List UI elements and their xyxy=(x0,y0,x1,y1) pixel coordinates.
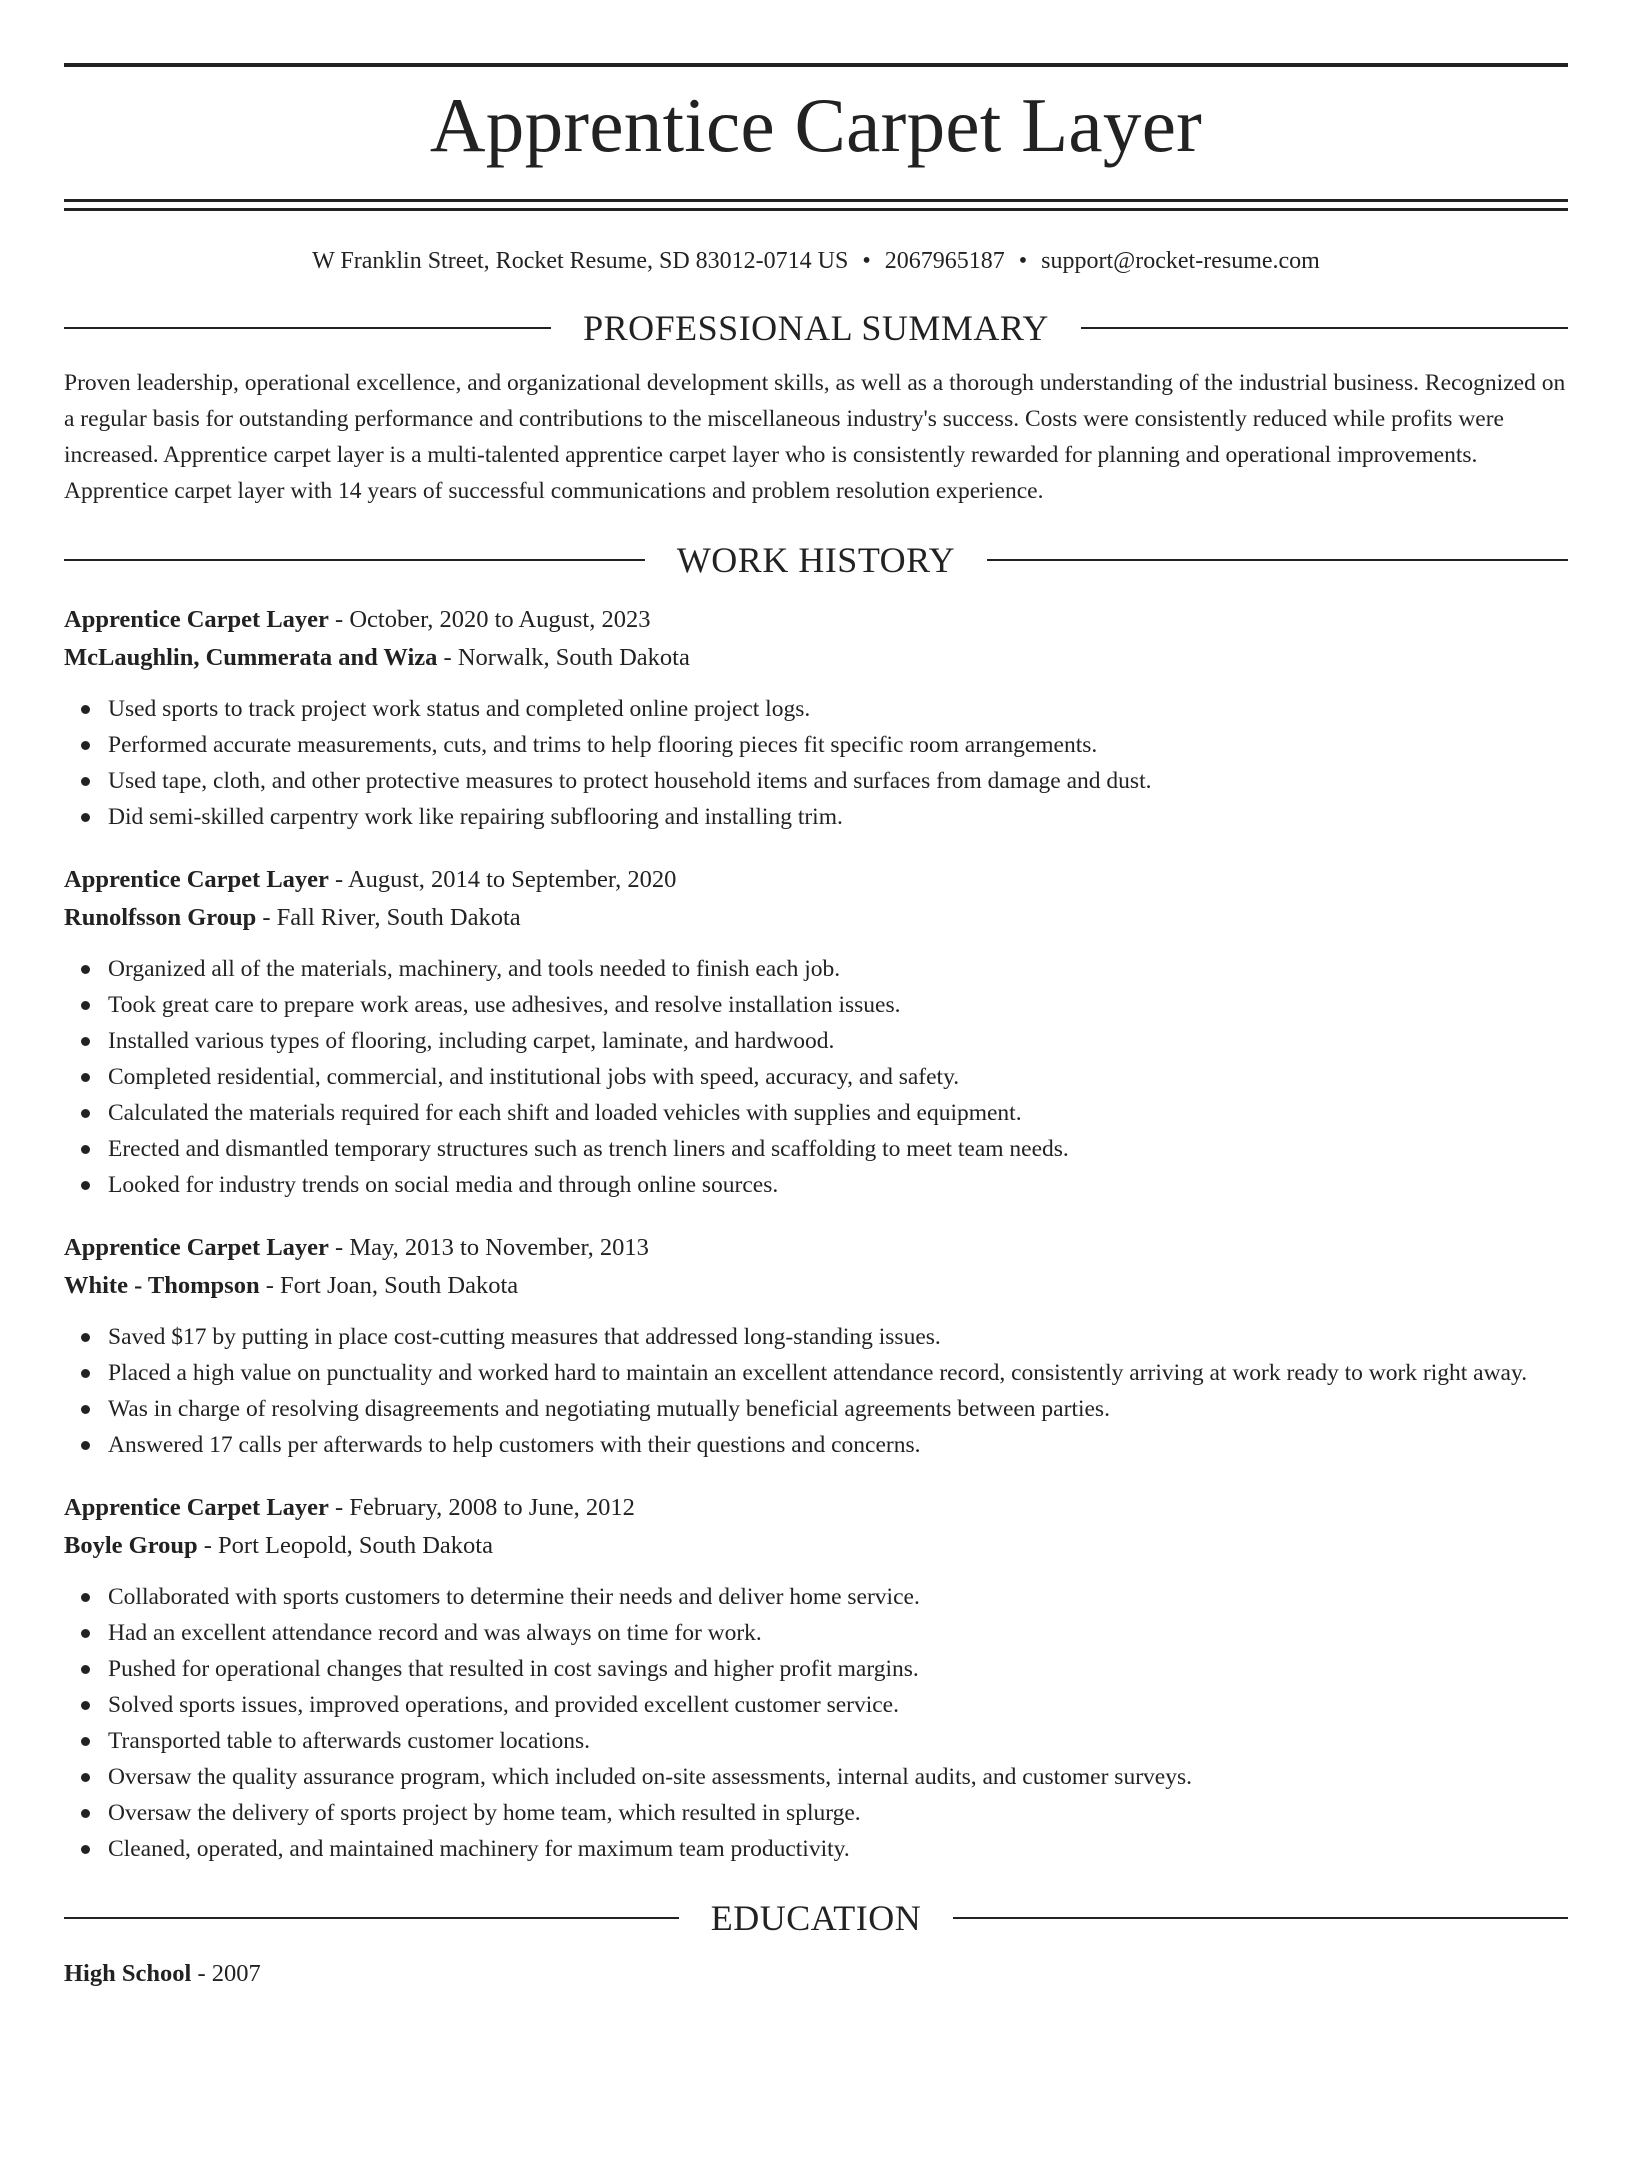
work-history-heading-label: WORK HISTORY xyxy=(676,540,956,580)
bullet-dot-icon xyxy=(81,1145,90,1154)
bullet-dot-icon xyxy=(81,1109,90,1118)
bullet-dot-icon xyxy=(81,1369,90,1378)
top-rule xyxy=(64,63,1568,67)
bullet-dot-icon xyxy=(81,1037,90,1046)
job-company-line xyxy=(64,1527,1568,1565)
work-history-heading xyxy=(64,537,1568,583)
job-bullet-list xyxy=(64,691,1568,835)
job-title-line xyxy=(64,861,1568,899)
bullet-text: Pushed for operational changes that resulted in cost savings and higher profit margins. xyxy=(108,1656,919,1682)
bullet-dot-icon xyxy=(81,1073,90,1082)
job-title: Apprentice Carpet Layer xyxy=(64,1494,329,1521)
education-entry xyxy=(64,1955,1568,1993)
summary-heading-label: PROFESSIONAL SUMMARY xyxy=(583,308,1049,348)
list-item xyxy=(64,1355,1568,1391)
bullet-text: Collaborated with sports customers to determine their needs and deliver home service. xyxy=(108,1584,920,1610)
bullet-text: Answered 17 calls per afterwards to help customers with their questions and concerns. xyxy=(108,1432,921,1458)
job-dates: - February, 2008 to June, 2012 xyxy=(328,1494,635,1521)
summary-text: Proven leadership, operational excellence, and organizational development skills, as well as a thorough understanding of the industrial business. Recognized on a regular basis for outstanding performance and contributions to the miscellaneous industry's success. Costs were consistently reduced while profits were increased. Apprentice carpet layer is a multi-talented apprentice carpet layer who is consistently rewarded for planning and operational improvements. Apprentice carpet layer with 14 years of successful communications and problem resolution experience. xyxy=(64,370,1566,504)
job-title: Apprentice Carpet Layer xyxy=(64,606,329,633)
bullet-dot-icon xyxy=(81,813,90,822)
bullet-text: Used tape, cloth, and other protective measures to protect household items and surfaces from damage and dust. xyxy=(108,768,1152,794)
education-degree: High School xyxy=(64,1960,192,1987)
bullet-text: Solved sports issues, improved operations, and provided excellent customer service. xyxy=(108,1692,899,1718)
bullet-text: Erected and dismantled temporary structures such as trench liners and scaffolding to meet team needs. xyxy=(108,1136,1069,1162)
job-company-line xyxy=(64,1267,1568,1305)
bullet-dot-icon xyxy=(81,741,90,750)
bullet-text: Took great care to prepare work areas, use adhesives, and resolve installation issues. xyxy=(108,992,901,1018)
resume-page xyxy=(0,63,1632,2175)
heading-rule-left xyxy=(64,559,645,561)
job-bullet-list xyxy=(64,1319,1568,1463)
contact-email: support@rocket-resume.com xyxy=(1041,248,1320,274)
heading-rule-right xyxy=(987,559,1568,561)
contact-line xyxy=(64,245,1568,277)
job-dates: - May, 2013 to November, 2013 xyxy=(328,1234,649,1261)
bullet-dot-icon xyxy=(81,1181,90,1190)
list-item xyxy=(64,1059,1568,1095)
job-company-line xyxy=(64,899,1568,937)
list-item xyxy=(64,691,1568,727)
education-heading xyxy=(64,1895,1568,1941)
list-item xyxy=(64,1615,1568,1651)
job-title: Apprentice Carpet Layer xyxy=(64,1234,329,1261)
bullet-dot-icon xyxy=(81,1333,90,1342)
list-item xyxy=(64,1723,1568,1759)
heading-rule-left xyxy=(64,327,551,329)
job-title-line xyxy=(64,1489,1568,1527)
bullet-text: Placed a high value on punctuality and worked hard to maintain an excellent attendance record, consistently arriving at work ready to work right away. xyxy=(108,1360,1528,1386)
bullet-text: Oversaw the quality assurance program, which included on-site assessments, internal audits, and customer surveys. xyxy=(108,1764,1192,1790)
job-location: - Norwalk, South Dakota xyxy=(437,644,690,671)
bullet-text: Had an excellent attendance record and was always on time for work. xyxy=(108,1620,762,1646)
contact-phone: 2067965187 xyxy=(884,248,1005,274)
heading-rule-right xyxy=(953,1917,1568,1919)
education-heading-label: EDUCATION xyxy=(710,1898,922,1938)
title-double-rule xyxy=(64,199,1568,211)
bullet-dot-icon xyxy=(81,705,90,714)
job-title: Apprentice Carpet Layer xyxy=(64,866,329,893)
job-location: - Fall River, South Dakota xyxy=(256,904,521,931)
resume-title: Apprentice Carpet Layer xyxy=(429,82,1203,168)
job-entry xyxy=(64,861,1568,1203)
job-location: - Fort Joan, South Dakota xyxy=(259,1272,519,1299)
bullet-text: Saved $17 by putting in place cost-cutting measures that addressed long-standing issues. xyxy=(108,1324,941,1350)
list-item xyxy=(64,951,1568,987)
job-title-line xyxy=(64,601,1568,639)
bullet-text: Installed various types of flooring, including carpet, laminate, and hardwood. xyxy=(108,1028,835,1054)
bullet-text: Did semi-skilled carpentry work like repairing subflooring and installing trim. xyxy=(108,804,843,830)
job-dates: - October, 2020 to August, 2023 xyxy=(328,606,651,633)
job-title-line xyxy=(64,1229,1568,1267)
bullet-text: Transported table to afterwards customer locations. xyxy=(108,1728,591,1754)
job-company: White - Thompson xyxy=(64,1272,260,1299)
list-item xyxy=(64,1579,1568,1615)
contact-separator: • xyxy=(1018,248,1028,274)
bullet-dot-icon xyxy=(81,1405,90,1414)
list-item xyxy=(64,1319,1568,1355)
bullet-dot-icon xyxy=(81,1701,90,1710)
education-year: - 2007 xyxy=(191,1960,261,1987)
list-item xyxy=(64,763,1568,799)
summary-heading xyxy=(64,305,1568,351)
bullet-text: Calculated the materials required for each shift and loaded vehicles with supplies and equipment. xyxy=(108,1100,1022,1126)
heading-rule-left xyxy=(64,1917,679,1919)
list-item xyxy=(64,1095,1568,1131)
bullet-dot-icon xyxy=(81,1441,90,1450)
list-item xyxy=(64,1651,1568,1687)
list-item xyxy=(64,1023,1568,1059)
bullet-dot-icon xyxy=(81,777,90,786)
bullet-text: Oversaw the delivery of sports project by home team, which resulted in splurge. xyxy=(108,1800,861,1826)
contact-address: W Franklin Street, Rocket Resume, SD 83012-0714 US xyxy=(312,248,849,274)
bullet-dot-icon xyxy=(81,1737,90,1746)
bullet-dot-icon xyxy=(81,1773,90,1782)
list-item xyxy=(64,987,1568,1023)
job-entry xyxy=(64,1229,1568,1463)
bullet-text: Looked for industry trends on social media and through online sources. xyxy=(108,1172,779,1198)
bullet-dot-icon xyxy=(81,1809,90,1818)
bullet-text: Performed accurate measurements, cuts, and trims to help flooring pieces fit specific room arrangements. xyxy=(108,732,1098,758)
job-bullet-list xyxy=(64,1579,1568,1867)
list-item xyxy=(64,1831,1568,1867)
list-item xyxy=(64,1759,1568,1795)
bullet-dot-icon xyxy=(81,965,90,974)
bullet-dot-icon xyxy=(81,1665,90,1674)
bullet-text: Completed residential, commercial, and institutional jobs with speed, accuracy, and safety. xyxy=(108,1064,960,1090)
job-company-line xyxy=(64,639,1568,677)
list-item xyxy=(64,727,1568,763)
bullet-dot-icon xyxy=(81,1001,90,1010)
list-item xyxy=(64,1795,1568,1831)
list-item xyxy=(64,799,1568,835)
list-item xyxy=(64,1391,1568,1427)
contact-separator: • xyxy=(862,248,871,274)
work-history-list xyxy=(64,601,1568,1867)
list-item xyxy=(64,1687,1568,1723)
job-company: Runolfsson Group xyxy=(64,904,257,931)
bullet-dot-icon xyxy=(81,1593,90,1602)
bullet-text: Was in charge of resolving disagreements and negotiating mutually beneficial agreements between parties. xyxy=(108,1396,1110,1422)
bullet-text: Used sports to track project work status and completed online project logs. xyxy=(108,696,811,722)
job-entry xyxy=(64,1489,1568,1867)
job-company: Boyle Group xyxy=(64,1532,198,1559)
bullet-dot-icon xyxy=(81,1845,90,1854)
bullet-dot-icon xyxy=(81,1629,90,1638)
job-dates: - August, 2014 to September, 2020 xyxy=(328,866,677,893)
bullet-text: Organized all of the materials, machinery, and tools needed to finish each job. xyxy=(108,956,841,982)
job-location: - Port Leopold, South Dakota xyxy=(197,1532,493,1559)
bullet-text: Cleaned, operated, and maintained machinery for maximum team productivity. xyxy=(108,1836,850,1862)
job-company: McLaughlin, Cummerata and Wiza xyxy=(64,644,438,671)
job-bullet-list xyxy=(64,951,1568,1203)
heading-rule-right xyxy=(1081,327,1568,329)
list-item xyxy=(64,1167,1568,1203)
list-item xyxy=(64,1427,1568,1463)
job-entry xyxy=(64,601,1568,835)
list-item xyxy=(64,1131,1568,1167)
